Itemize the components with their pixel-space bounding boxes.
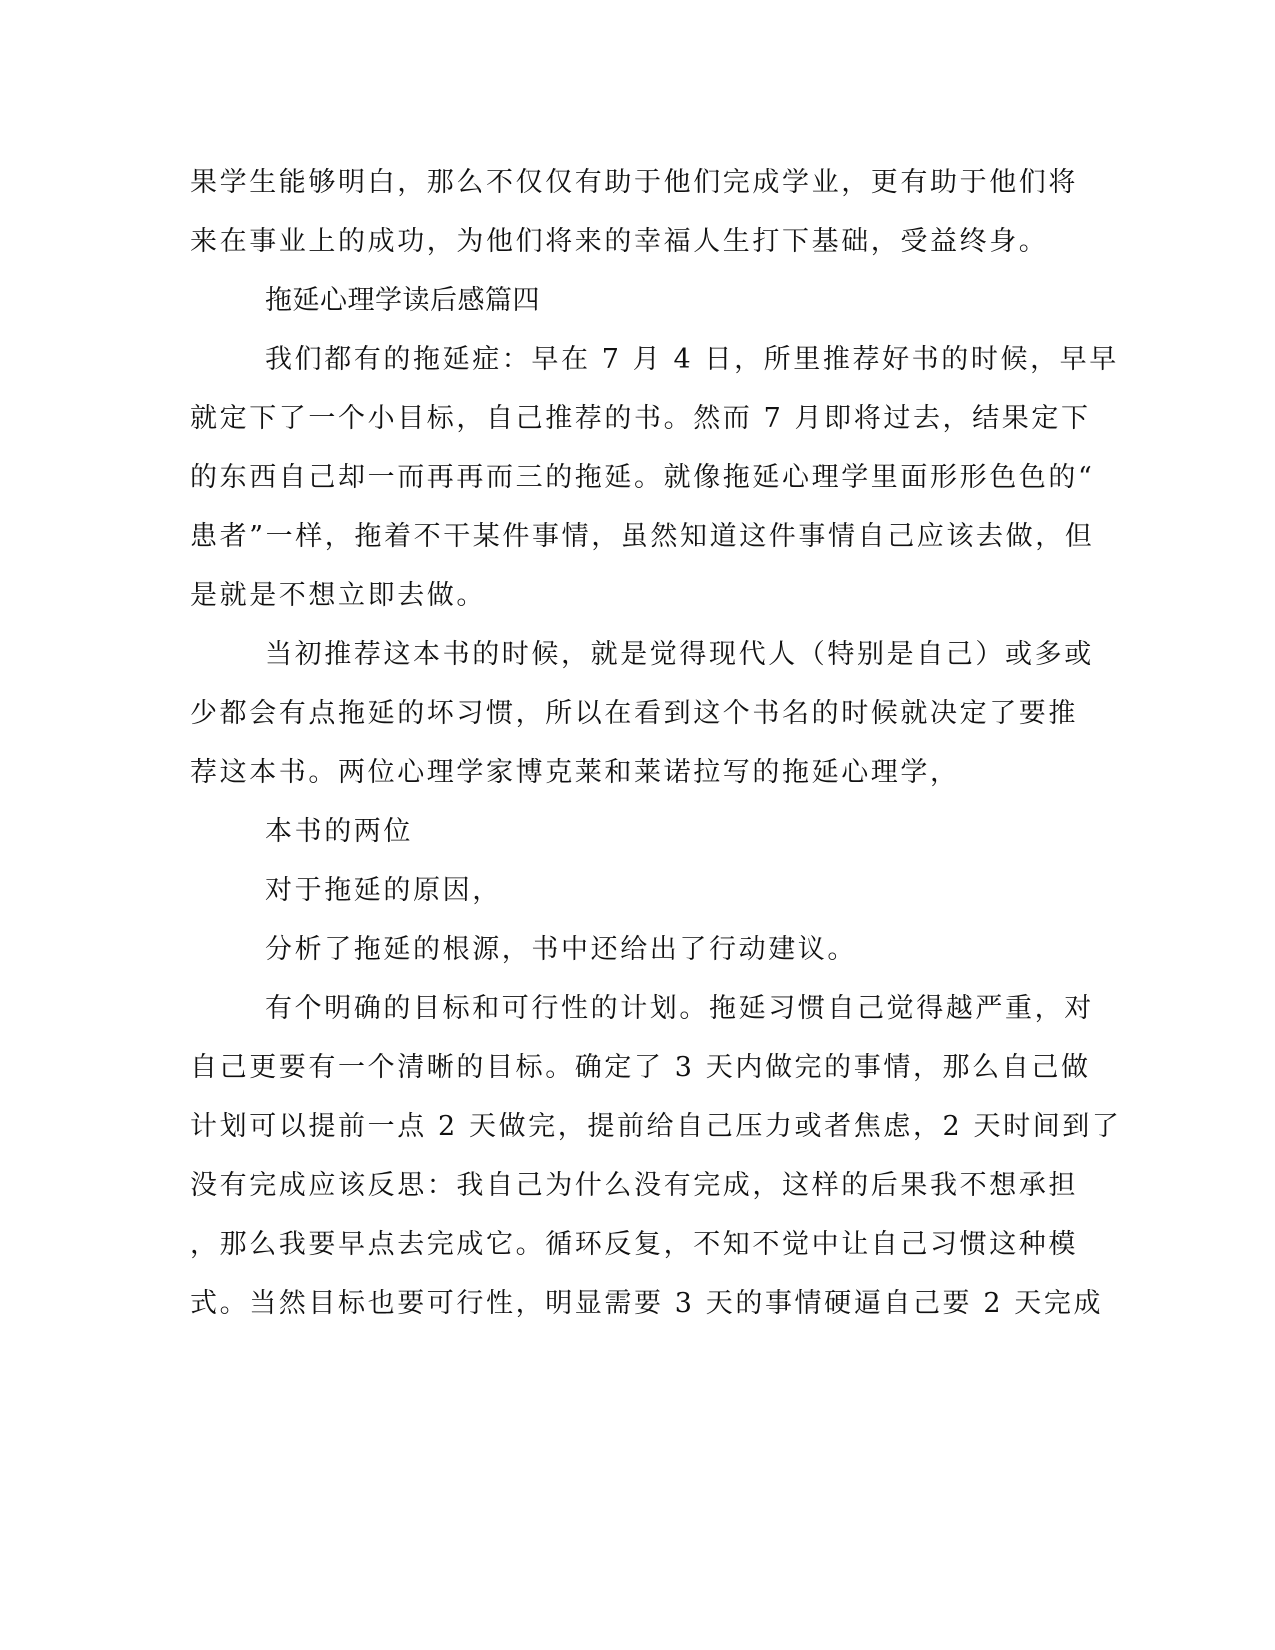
body-line: 果学生能够明白，那么不仅仅有助于他们完成学业，更有助于他们将	[190, 167, 1078, 198]
body-line: 没有完成应该反思：我自己为什么没有完成，这样的后果我不想承担	[190, 1170, 1078, 1201]
body-line: 来在事业上的成功，为他们将来的幸福人生打下基础，受益终身。	[190, 226, 1049, 257]
body-line: 荐这本书。两位心理学家博克莱和莱诺拉写的拖延心理学，	[190, 757, 960, 788]
body-line: 对于拖延的原因，	[265, 875, 502, 906]
body-line: ，那么我要早点去完成它。循环反复，不知不觉中让自己习惯这种模	[190, 1229, 1078, 1260]
body-line: 少都会有点拖延的坏习惯，所以在看到这个书名的时候就决定了要推	[190, 698, 1078, 729]
section-heading: 拖延心理学读后感篇四	[265, 285, 540, 316]
body-line: 有个明确的目标和可行性的计划。拖延习惯自己觉得越严重，对	[265, 993, 1094, 1024]
body-line: 就定下了一个小目标，自己推荐的书。然而 7 月即将过去，结果定下	[190, 403, 1091, 434]
body-line: 计划可以提前一点 2 天做完，提前给自己压力或者焦虑，2 天时间到了	[190, 1111, 1122, 1142]
body-line: 自己更要有一个清晰的目标。确定了 3 天内做完的事情，那么自己做	[190, 1052, 1091, 1083]
body-line: 本书的两位	[265, 816, 413, 847]
body-line: 我们都有的拖延症：早在 7 月 4 日，所里推荐好书的时候，早早	[265, 344, 1119, 375]
body-line: 式。当然目标也要可行性，明显需要 3 天的事情硬逼自己要 2 天完成	[190, 1288, 1104, 1319]
body-line: 当初推荐这本书的时候，就是觉得现代人（特别是自己）或多或	[265, 639, 1094, 670]
body-line: 患者”一样，拖着不干某件事情，虽然知道这件事情自己应该去做，但	[190, 521, 1095, 552]
body-line: 的东西自己却一而再再而三的拖延。就像拖延心理学里面形形色色的“	[190, 462, 1095, 493]
body-line: 分析了拖延的根源，书中还给出了行动建议。	[265, 934, 857, 965]
body-line: 是就是不想立即去做。	[190, 580, 486, 611]
